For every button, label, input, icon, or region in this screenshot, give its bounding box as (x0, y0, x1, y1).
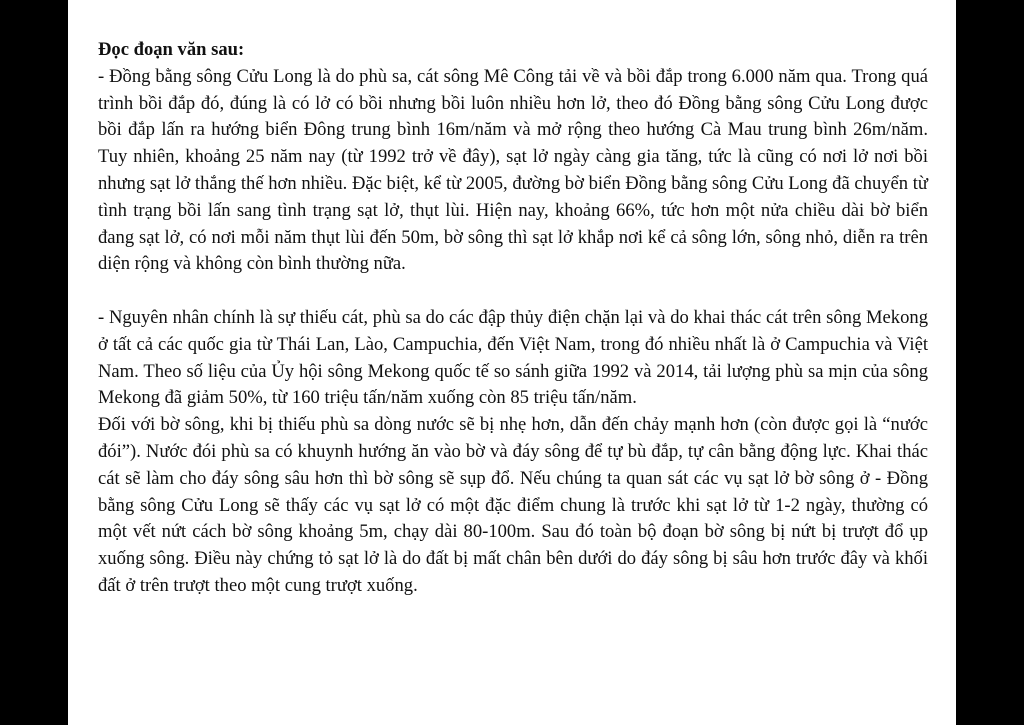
paragraph-1: - Đồng bằng sông Cửu Long là do phù sa, cát sông Mê Công tải về và bồi đắp trong 6.000 năm qua. Trong quá trình bồi đắp đó, đúng là có lở có bồi nhưng bồi luôn nhiều hơn lở, theo đó Đồng bằng sông Cửu Long được bồi đắp lấn ra hướng biển Đông trung bình 16m/năm và mở rộng theo hướng Cà Mau trung bình 26m/năm. Tuy nhiên, khoảng 25 năm nay (từ 1992 trở về đây), sạt lở ngày càng gia tăng, tức là cũng có nơi lở nơi bồi nhưng sạt lở thắng thế hơn nhiều. Đặc biệt, kể từ 2005, đường bờ biển Đồng bằng sông Cửu Long đã chuyển từ tình trạng bồi lấn sang tình trạng sạt lở, thụt lùi. Hiện nay, khoảng 66%, tức hơn một nửa chiều dài bờ biển đang sạt lở, có nơi mỗi năm thụt lùi đến 50m, bờ sông thì sạt lở khắp nơi kể cả sông lớn, sông nhỏ, diễn ra trên diện rộng và không còn bình thường nữa. (98, 65, 928, 275)
paragraph-3: Đối với bờ sông, khi bị thiếu phù sa dòng nước sẽ bị nhẹ hơn, dẫn đến chảy mạnh hơn (còn được gọi là “nước đói”). Nước đói phù sa có khuynh hướng ăn vào bờ và đáy sông để tự bù đắp, tự cân bằng động lực. Khai thác cát sẽ làm cho đáy sông sâu hơn thì bờ sông sẽ sụp đổ. Nếu chúng ta quan sát các vụ sạt lở bờ sông ở - Đồng bằng sông Cửu Long sẽ thấy các vụ sạt lở có một đặc điểm chung là trước khi sạt lở từ 1-2 ngày, thường có một vết nứt cách bờ sông khoảng 5m, chạy dài 80-100m. Sau đó toàn bộ đoạn bờ sông bị nứt bị trượt đổ ụp xuống sông. Điều này chứng tỏ sạt lở là do đất bị mất chân bên dưới do đáy sông bị sâu hơn trước đây và khối đất ở trên trượt theo một cung trượt xuống. (98, 414, 928, 596)
document-title: Đọc đoạn văn sau: (98, 39, 245, 60)
paragraph-2: - Nguyên nhân chính là sự thiếu cát, phù sa do các đập thủy điện chặn lại và do khai thác cát trên sông Mekong ở tất cả các quốc gia từ Thái Lan, Lào, Campuchia, đến Việt Nam, trong đó nhiều nhất là ở Campuchia và Việt Nam. Theo số liệu của Ủy hội sông Mekong quốc tế so sánh giữa 1992 và 2014, tải lượng phù sa mịn của sông Mekong đã giảm 50%, từ 160 triệu tấn/năm xuống còn 85 triệu tấn/năm. (98, 306, 928, 409)
document-page (68, 0, 956, 725)
document-body (98, 37, 928, 600)
